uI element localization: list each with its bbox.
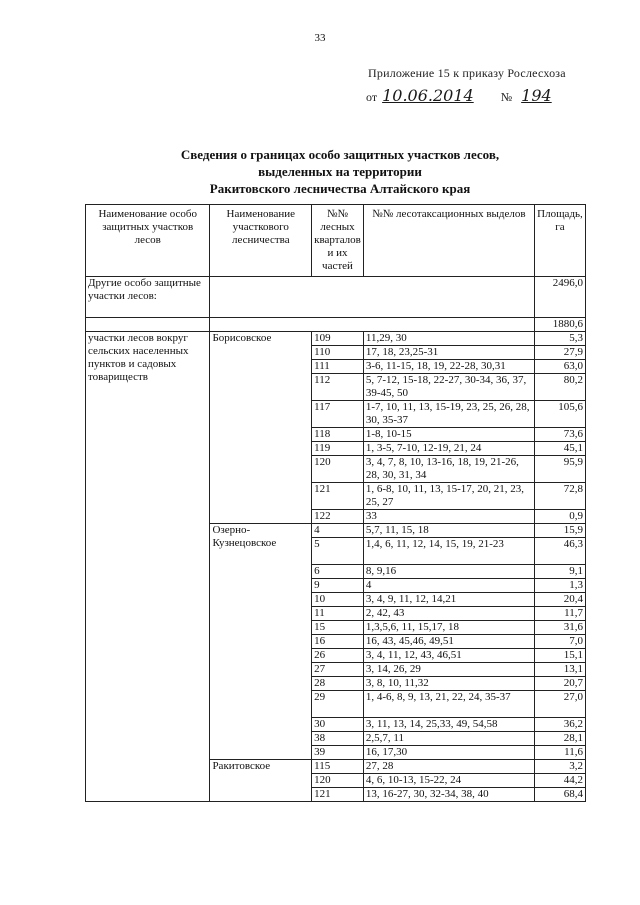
column-header: Наименование участкового лесничества <box>210 205 312 277</box>
quarter-cell: 117 <box>312 401 364 428</box>
area-cell: 13,1 <box>534 663 585 677</box>
area-cell: 15,9 <box>534 524 585 538</box>
area-cell: 31,6 <box>534 621 585 635</box>
quarter-cell: 122 <box>312 510 364 524</box>
sections-cell: 1,3,5,6, 11, 15,17, 18 <box>363 621 534 635</box>
quarter-cell: 29 <box>312 691 364 718</box>
area-cell: 1,3 <box>534 579 585 593</box>
sections-cell: 1,4, 6, 11, 12, 14, 15, 19, 21-23 <box>363 538 534 565</box>
sections-cell: 3, 4, 7, 8, 10, 13-16, 18, 19, 21-26, 28, 30, 31, 34 <box>363 456 534 483</box>
sections-cell: 1, 6-8, 10, 11, 13, 15-17, 20, 21, 23, 25, 27 <box>363 483 534 510</box>
quarter-cell: 16 <box>312 635 364 649</box>
area-cell: 15,1 <box>534 649 585 663</box>
page-number: 33 <box>314 32 326 44</box>
area-cell: 9,1 <box>534 565 585 579</box>
area-cell: 45,1 <box>534 442 585 456</box>
quarter-cell: 121 <box>312 788 364 802</box>
area-cell: 27,9 <box>534 346 585 360</box>
quarter-cell: 6 <box>312 565 364 579</box>
quarter-cell: 10 <box>312 593 364 607</box>
area-cell: 105,6 <box>534 401 585 428</box>
sections-cell: 5,7, 11, 15, 18 <box>363 524 534 538</box>
sections-cell: 1, 3-5, 7-10, 12-19, 21, 24 <box>363 442 534 456</box>
table-body <box>86 277 586 802</box>
order-date: 10.06.2014 <box>382 86 474 105</box>
quarter-cell: 39 <box>312 746 364 760</box>
quarter-cell: 30 <box>312 718 364 732</box>
area-cell: 3,2 <box>534 760 585 774</box>
quarter-cell: 27 <box>312 663 364 677</box>
column-header: №№ лесных кварталов и их частей <box>312 205 364 277</box>
forest-plots-table <box>85 204 586 802</box>
sections-cell: 5, 7-12, 15-18, 22-27, 30-34, 36, 37, 39-45, 50 <box>363 374 534 401</box>
area-cell: 28,1 <box>534 732 585 746</box>
sections-cell: 8, 9,16 <box>363 565 534 579</box>
area-cell: 7,0 <box>534 635 585 649</box>
area-cell: 80,2 <box>534 374 585 401</box>
quarter-cell: 4 <box>312 524 364 538</box>
sections-cell: 11,29, 30 <box>363 332 534 346</box>
area-cell: 36,2 <box>534 718 585 732</box>
area-cell: 20,4 <box>534 593 585 607</box>
group-header-row <box>86 318 586 332</box>
title-line: Сведения о границах особо защитных участков лесов, <box>180 147 500 162</box>
total-row <box>86 277 586 318</box>
column-header: Наименование особо защитных участков лесов <box>86 205 210 277</box>
order-number: 194 <box>521 86 552 105</box>
table-header-row <box>86 205 586 277</box>
sections-cell: 3, 14, 26, 29 <box>363 663 534 677</box>
area-cell: 5,3 <box>534 332 585 346</box>
title-line: выделенных на территории <box>258 164 422 179</box>
quarter-cell: 15 <box>312 621 364 635</box>
sections-cell: 17, 18, 23,25-31 <box>363 346 534 360</box>
group-area: 1880,6 <box>534 318 585 332</box>
quarter-cell: 111 <box>312 360 364 374</box>
sections-cell: 4 <box>363 579 534 593</box>
sections-cell: 1-7, 10, 11, 13, 15-19, 23, 25, 26, 28, 30, 35-37 <box>363 401 534 428</box>
area-cell: 68,4 <box>534 788 585 802</box>
title-line: Ракитовского лесничества Алтайского края <box>209 181 471 196</box>
sections-cell: 33 <box>363 510 534 524</box>
forestry-name: Ракитовское <box>210 760 312 802</box>
quarter-cell: 112 <box>312 374 364 401</box>
appendix-caption: Приложение 15 к приказу Рослесхоза <box>368 66 566 80</box>
quarter-cell: 115 <box>312 760 364 774</box>
forestry-name: Борисовское <box>210 332 312 524</box>
quarter-cell: 120 <box>312 774 364 788</box>
area-cell: 44,2 <box>534 774 585 788</box>
sections-cell: 3, 8, 10, 11,32 <box>363 677 534 691</box>
forestry-name: Озерно-Кузнецовское <box>210 524 312 760</box>
total-row-name: Другие особо защитные участки лесов: <box>86 277 210 318</box>
sections-cell: 3-6, 11-15, 18, 19, 22-28, 30,31 <box>363 360 534 374</box>
quarter-cell: 119 <box>312 442 364 456</box>
quarter-cell: 5 <box>312 538 364 565</box>
sections-cell: 16, 43, 45,46, 49,51 <box>363 635 534 649</box>
order-number-label: № <box>500 90 513 104</box>
order-line <box>366 86 552 105</box>
area-cell: 0,9 <box>534 510 585 524</box>
quarter-cell: 11 <box>312 607 364 621</box>
group-blank <box>210 318 535 332</box>
total-row-area: 2496,0 <box>534 277 585 318</box>
quarter-cell: 109 <box>312 332 364 346</box>
area-cell: 95,9 <box>534 456 585 483</box>
sections-cell: 2, 42, 43 <box>363 607 534 621</box>
quarter-cell: 38 <box>312 732 364 746</box>
sections-cell: 3, 4, 11, 12, 43, 46,51 <box>363 649 534 663</box>
sections-cell: 1-8, 10-15 <box>363 428 534 442</box>
sections-cell: 3, 11, 13, 14, 25,33, 49, 54,58 <box>363 718 534 732</box>
quarter-cell: 120 <box>312 456 364 483</box>
area-cell: 11,6 <box>534 746 585 760</box>
total-row-blank <box>210 277 535 318</box>
table-row <box>86 332 586 346</box>
document-title <box>90 146 590 197</box>
quarter-cell: 28 <box>312 677 364 691</box>
area-cell: 11,7 <box>534 607 585 621</box>
sections-cell: 2,5,7, 11 <box>363 732 534 746</box>
area-cell: 63,0 <box>534 360 585 374</box>
area-cell: 72,8 <box>534 483 585 510</box>
sections-cell: 13, 16-27, 30, 32-34, 38, 40 <box>363 788 534 802</box>
area-cell: 20,7 <box>534 677 585 691</box>
sections-cell: 3, 4, 9, 11, 12, 14,21 <box>363 593 534 607</box>
order-date-prefix: от <box>366 90 378 104</box>
quarter-cell: 118 <box>312 428 364 442</box>
sections-cell: 1, 4-6, 8, 9, 13, 21, 22, 24, 35-37 <box>363 691 534 718</box>
quarter-cell: 9 <box>312 579 364 593</box>
quarter-cell: 110 <box>312 346 364 360</box>
area-cell: 46,3 <box>534 538 585 565</box>
area-cell: 27,0 <box>534 691 585 718</box>
sections-cell: 16, 17,30 <box>363 746 534 760</box>
group-name-top <box>86 318 210 332</box>
sections-cell: 27, 28 <box>363 760 534 774</box>
column-header: Площадь, га <box>534 205 585 277</box>
sections-cell: 4, 6, 10-13, 15-22, 24 <box>363 774 534 788</box>
quarter-cell: 121 <box>312 483 364 510</box>
quarter-cell: 26 <box>312 649 364 663</box>
group-name: участки лесов вокруг сельских населенных пунктов и садовых товариществ <box>86 332 210 802</box>
area-cell: 73,6 <box>534 428 585 442</box>
column-header: №№ лесотаксационных выделов <box>363 205 534 277</box>
